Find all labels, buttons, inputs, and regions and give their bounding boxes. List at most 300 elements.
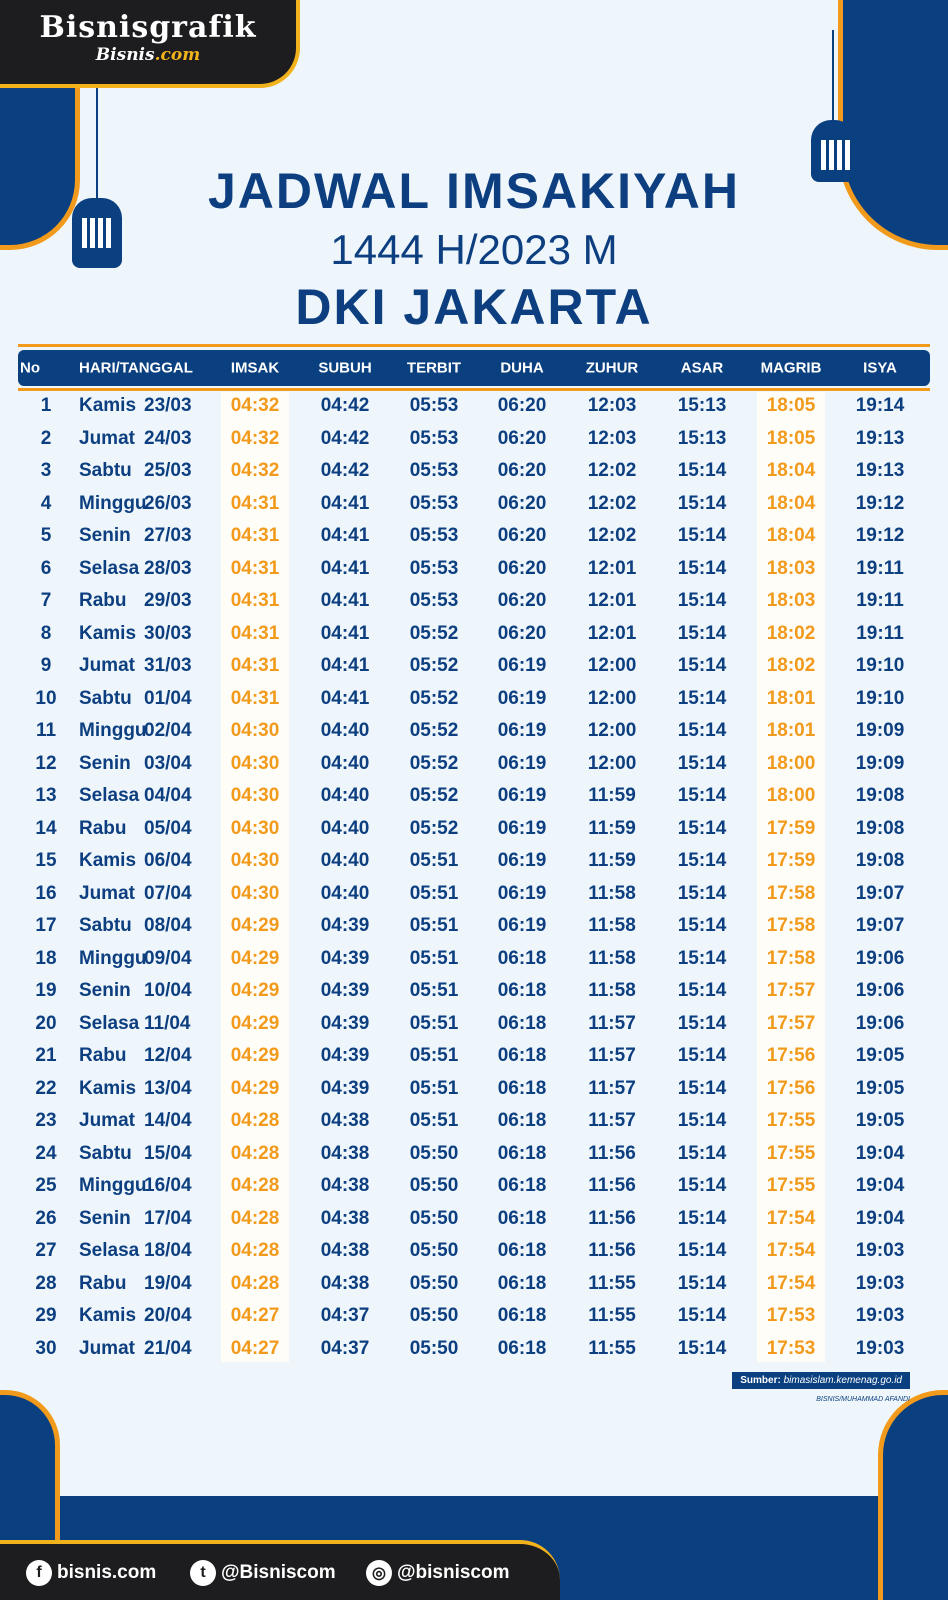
cell: 05:51	[409, 1012, 459, 1034]
cell: 04:31	[230, 655, 280, 677]
cell: Jumat	[79, 655, 135, 677]
cell: 10	[35, 687, 57, 709]
table-row	[0, 390, 948, 423]
cell: 19:05	[855, 1110, 905, 1132]
cell: 04:27	[230, 1305, 280, 1327]
table-row	[0, 715, 948, 748]
cell: 06:20	[497, 525, 547, 547]
cell: 04:41	[320, 655, 370, 677]
divider	[18, 344, 930, 347]
cell: 05:53	[409, 460, 459, 482]
cell: 28	[35, 1272, 57, 1294]
cell: 18:02	[766, 655, 816, 677]
cell: 30/03	[144, 622, 192, 644]
cell: 04:41	[320, 590, 370, 612]
cell: 05:50	[409, 1175, 459, 1197]
cell: 17:53	[766, 1337, 816, 1359]
cell: 15:14	[677, 1045, 727, 1067]
cell: 12:01	[587, 590, 637, 612]
cell: 04:30	[230, 720, 280, 742]
cell: Selasa	[79, 785, 140, 807]
cell: 17:57	[766, 980, 816, 1002]
cell: 06:20	[497, 427, 547, 449]
cell: 06:18	[497, 1207, 547, 1229]
cell: 19/04	[144, 1272, 192, 1294]
cell: 05:53	[409, 590, 459, 612]
cell: 05:50	[409, 1207, 459, 1229]
facebook-link[interactable]: f bisnis.com	[26, 1560, 156, 1586]
cell: 06:19	[497, 882, 547, 904]
cell: 15:14	[677, 492, 727, 514]
cell: 22	[35, 1077, 57, 1099]
cell: 03/04	[144, 752, 192, 774]
cell: Minggu	[79, 720, 147, 742]
cell: 19:10	[855, 655, 905, 677]
cell: 15:14	[677, 1142, 727, 1164]
cell: 06:18	[497, 1305, 547, 1327]
lantern-icon	[832, 30, 834, 120]
cell: 06:20	[497, 395, 547, 417]
cell: 19:05	[855, 1045, 905, 1067]
cell: 05:53	[409, 427, 459, 449]
page-title: JADWAL IMSAKIYAH	[207, 163, 741, 219]
cell: 15:14	[677, 947, 727, 969]
cell: 14	[35, 817, 57, 839]
cell: Selasa	[79, 1240, 140, 1262]
cell: 04:40	[320, 720, 370, 742]
cell: 11:56	[588, 1142, 636, 1164]
table-row	[0, 1333, 948, 1366]
cell: 11:55	[588, 1272, 636, 1294]
cell: 11:58	[588, 915, 636, 937]
cell: 05:50	[409, 1142, 459, 1164]
cell: 04:27	[230, 1337, 280, 1359]
cell: 13	[35, 785, 57, 807]
cell: 12:02	[587, 492, 637, 514]
cell: 15:14	[677, 1305, 727, 1327]
cell: 19:11	[856, 590, 904, 612]
cell: 25	[35, 1175, 57, 1197]
cell: 20/04	[144, 1305, 192, 1327]
cell: 05:53	[409, 492, 459, 514]
social-bar	[0, 1540, 560, 1600]
cell: 04:30	[230, 817, 280, 839]
cell: 29	[35, 1305, 57, 1327]
cell: 06:18	[497, 947, 547, 969]
cell: 11:56	[588, 1207, 636, 1229]
cell: 17:57	[766, 1012, 816, 1034]
cell: 18:05	[766, 427, 816, 449]
cell: 15:14	[677, 915, 727, 937]
cell: Kamis	[79, 850, 137, 872]
table-row	[0, 1235, 948, 1268]
cell: 04:32	[230, 460, 280, 482]
cell: 15:14	[677, 460, 727, 482]
cell: 04:30	[230, 752, 280, 774]
cell: 05/04	[144, 817, 192, 839]
column-header: ISYA	[863, 359, 897, 377]
cell: Senin	[79, 525, 131, 547]
cell: 06:18	[497, 1077, 547, 1099]
cell: Minggu	[79, 947, 147, 969]
cell: 04:31	[230, 525, 280, 547]
cell: 09/04	[144, 947, 192, 969]
cell: 17:59	[766, 817, 816, 839]
cell: 04:31	[230, 622, 280, 644]
cell: 04:28	[230, 1142, 280, 1164]
cell: 19:08	[855, 817, 905, 839]
cell: 04:37	[320, 1305, 370, 1327]
cell: 11:55	[588, 1337, 636, 1359]
cell: Senin	[79, 752, 131, 774]
table-row	[0, 455, 948, 488]
cell: 04:37	[320, 1337, 370, 1359]
cell: 04:32	[230, 395, 280, 417]
cell: 15:14	[677, 1272, 727, 1294]
cell: 18:04	[766, 492, 816, 514]
cell: 16/04	[144, 1175, 192, 1197]
cell: 06:18	[497, 1337, 547, 1359]
cell: 19:03	[855, 1305, 905, 1327]
cell: 05:50	[409, 1240, 459, 1262]
cell: 15	[35, 850, 57, 872]
cell: 7	[40, 590, 52, 612]
facebook-icon: f	[26, 1560, 52, 1586]
cell: 05:51	[409, 1045, 459, 1067]
instagram-link[interactable]: ◎ @bisniscom	[366, 1560, 510, 1586]
cell: 05:52	[409, 655, 459, 677]
twitter-link[interactable]: t @Bisniscom	[190, 1560, 336, 1586]
cell: 19	[35, 980, 57, 1002]
cell: 06:18	[497, 980, 547, 1002]
cell: 04:38	[320, 1175, 370, 1197]
cell: 27/03	[144, 525, 192, 547]
cell: 04:38	[320, 1240, 370, 1262]
cell: 18:04	[766, 525, 816, 547]
cell: 06:19	[497, 752, 547, 774]
cell: 15:14	[677, 655, 727, 677]
cell: 06:19	[497, 785, 547, 807]
cell: 17:54	[766, 1272, 816, 1294]
cell: 05:50	[409, 1305, 459, 1327]
cell: 15:14	[677, 785, 727, 807]
cell: 15:14	[677, 687, 727, 709]
cell: 04:40	[320, 850, 370, 872]
table-row	[0, 1268, 948, 1301]
cell: 04:30	[230, 850, 280, 872]
table-row	[0, 780, 948, 813]
cell: 18/04	[144, 1240, 192, 1262]
cell: 04:38	[320, 1110, 370, 1132]
cell: Kamis	[79, 395, 137, 417]
cell: 06:19	[497, 687, 547, 709]
cell: 18:00	[766, 785, 816, 807]
cell: 06:18	[497, 1110, 547, 1132]
cell: Jumat	[79, 1110, 135, 1132]
table-row	[0, 1040, 948, 1073]
cell: 12:01	[587, 557, 637, 579]
cell: 18:01	[766, 720, 816, 742]
table-row	[0, 1073, 948, 1106]
cell: 19:14	[855, 395, 905, 417]
cell: 11:57	[588, 1110, 636, 1132]
cell: 15:14	[677, 1077, 727, 1099]
cell: 19:03	[855, 1272, 905, 1294]
cell: 30	[35, 1337, 57, 1359]
cell: 15:14	[677, 752, 727, 774]
cell: 12:02	[587, 525, 637, 547]
cell: 06:20	[497, 460, 547, 482]
cell: 04:29	[230, 1012, 280, 1034]
cell: 19:11	[856, 622, 904, 644]
table-row	[0, 618, 948, 651]
cell: 20	[35, 1012, 57, 1034]
cell: 12/04	[144, 1045, 192, 1067]
table-row	[0, 1105, 948, 1138]
table-row	[0, 683, 948, 716]
cell: 04:40	[320, 785, 370, 807]
cell: 15:14	[677, 1240, 727, 1262]
cell: 11	[35, 720, 57, 742]
cell: 04:42	[320, 460, 370, 482]
cell: 8	[40, 622, 52, 644]
table-row	[0, 975, 948, 1008]
cell: Sabtu	[79, 1142, 132, 1164]
cell: 15:13	[677, 427, 727, 449]
cell: 15:14	[677, 882, 727, 904]
cell: Jumat	[79, 1337, 135, 1359]
cell: 13/04	[144, 1077, 192, 1099]
cell: 11/04	[144, 1012, 191, 1034]
cell: 05:50	[409, 1337, 459, 1359]
cell: 23	[35, 1110, 57, 1132]
cell: 04:39	[320, 1077, 370, 1099]
logo-sub: Bisnis.com	[95, 45, 201, 65]
cell: Rabu	[79, 590, 127, 612]
cell: 28/03	[144, 557, 192, 579]
cell: 05:52	[409, 817, 459, 839]
twitter-icon: t	[190, 1560, 216, 1586]
cell: 18:03	[766, 590, 816, 612]
cell: 05:51	[409, 1110, 459, 1132]
credit: BISNIS/MUHAMMAD AFANDI	[816, 1396, 910, 1403]
cell: 25/03	[144, 460, 192, 482]
cell: 15:14	[677, 1337, 727, 1359]
cell: 12:01	[587, 622, 637, 644]
cell: 11:56	[588, 1240, 636, 1262]
cell: 06:18	[497, 1142, 547, 1164]
cell: 06:20	[497, 557, 547, 579]
cell: 17/04	[144, 1207, 192, 1229]
cell: 12:00	[587, 687, 637, 709]
cell: 11:57	[588, 1045, 636, 1067]
cell: 04:41	[320, 525, 370, 547]
cell: 9	[40, 655, 52, 677]
cell: Kamis	[79, 622, 137, 644]
cell: 05:51	[409, 1077, 459, 1099]
cell: 06:18	[497, 1240, 547, 1262]
cell: 04:28	[230, 1240, 280, 1262]
cell: Sabtu	[79, 460, 132, 482]
cell: Senin	[79, 1207, 131, 1229]
cell: 15:14	[677, 850, 727, 872]
bisnisgrafik-logo	[0, 0, 300, 88]
cell: 04:41	[320, 622, 370, 644]
cell: 23/03	[144, 395, 192, 417]
cell: 12:00	[587, 655, 637, 677]
cell: 19:08	[855, 785, 905, 807]
cell: 11:55	[588, 1305, 636, 1327]
cell: 12	[35, 752, 57, 774]
table-row	[0, 813, 948, 846]
cell: 29/03	[144, 590, 192, 612]
cell: 04:31	[230, 557, 280, 579]
column-header: SUBUH	[318, 359, 372, 377]
cell: 19:13	[855, 460, 905, 482]
cell: 12:00	[587, 720, 637, 742]
table-row	[0, 1170, 948, 1203]
cell: Jumat	[79, 882, 135, 904]
cell: 18	[35, 947, 57, 969]
cell: 11:58	[588, 882, 636, 904]
cell: 19:07	[855, 882, 905, 904]
cell: 11:58	[588, 947, 636, 969]
cell: 17:56	[766, 1045, 816, 1067]
cell: 05:52	[409, 720, 459, 742]
cell: 11:57	[588, 1012, 636, 1034]
cell: 11:59	[588, 850, 636, 872]
cell: 17:55	[766, 1110, 816, 1132]
cell: 18:00	[766, 752, 816, 774]
cell: 17:59	[766, 850, 816, 872]
cell: Rabu	[79, 1045, 127, 1067]
cell: 05:51	[409, 850, 459, 872]
cell: 05:53	[409, 525, 459, 547]
cell: 06:18	[497, 1045, 547, 1067]
cell: 12:03	[587, 427, 637, 449]
cell: 21/04	[144, 1337, 192, 1359]
cell: 17:58	[766, 947, 816, 969]
cell: 18:02	[766, 622, 816, 644]
table-row	[0, 1138, 948, 1171]
cell: 26	[35, 1207, 57, 1229]
table-header	[18, 350, 930, 386]
cell: 11:56	[588, 1175, 636, 1197]
cell: 15:14	[677, 1012, 727, 1034]
cell: 04:39	[320, 1012, 370, 1034]
cell: 15:14	[677, 1175, 727, 1197]
cell: 19:04	[855, 1207, 905, 1229]
cell: 27	[35, 1240, 57, 1262]
cell: 15:14	[677, 525, 727, 547]
cell: 04:39	[320, 980, 370, 1002]
cell: 17:53	[766, 1305, 816, 1327]
cell: 16	[35, 882, 57, 904]
cell: Sabtu	[79, 687, 132, 709]
table-row	[0, 878, 948, 911]
cell: 04:28	[230, 1110, 280, 1132]
column-header: DUHA	[500, 359, 544, 377]
year-subtitle: 1444 H/2023 M	[330, 226, 618, 273]
cell: 17:56	[766, 1077, 816, 1099]
cell: 04:41	[320, 492, 370, 514]
cell: 10/04	[144, 980, 192, 1002]
column-header: No	[20, 359, 40, 377]
cell: 15/04	[144, 1142, 192, 1164]
cell: 4	[40, 492, 52, 514]
cell: 15:14	[677, 557, 727, 579]
cell: 06:20	[497, 622, 547, 644]
cell: 19:06	[855, 980, 905, 1002]
cell: 17:55	[766, 1142, 816, 1164]
cell: 06:19	[497, 817, 547, 839]
cell: 19:04	[855, 1142, 905, 1164]
cell: 04:39	[320, 915, 370, 937]
cell: Jumat	[79, 427, 135, 449]
cell: 04:38	[320, 1142, 370, 1164]
cell: 19:05	[855, 1077, 905, 1099]
column-header: TERBIT	[406, 359, 462, 377]
cell: Senin	[79, 980, 131, 1002]
cell: 19:11	[856, 557, 904, 579]
cell: 19:08	[855, 850, 905, 872]
cell: 06:19	[497, 915, 547, 937]
cell: Sabtu	[79, 915, 132, 937]
cell: 06:18	[497, 1012, 547, 1034]
table-row	[0, 553, 948, 586]
cell: 19:06	[855, 947, 905, 969]
cell: 04:29	[230, 980, 280, 1002]
cell: 17	[35, 915, 57, 937]
cell: 07/04	[144, 882, 192, 904]
cell: Rabu	[79, 1272, 127, 1294]
cell: 05:52	[409, 622, 459, 644]
cell: 04:41	[320, 557, 370, 579]
cell: 05:51	[409, 947, 459, 969]
cell: 24	[35, 1142, 57, 1164]
cell: 05:51	[409, 915, 459, 937]
cell: Selasa	[79, 557, 140, 579]
cell: Minggu	[79, 492, 147, 514]
cell: 06:20	[497, 590, 547, 612]
cell: 18:04	[766, 460, 816, 482]
cell: 04:31	[230, 687, 280, 709]
column-header: IMSAK	[230, 359, 280, 377]
cell: 12:03	[587, 395, 637, 417]
table-row	[0, 650, 948, 683]
cell: 19:09	[855, 720, 905, 742]
cell: 05:53	[409, 395, 459, 417]
instagram-icon: ◎	[366, 1560, 392, 1586]
cell: Minggu	[79, 1175, 147, 1197]
cell: 3	[40, 460, 52, 482]
cell: 06:20	[497, 492, 547, 514]
cell: 19:13	[855, 427, 905, 449]
cell: 04:29	[230, 1045, 280, 1067]
cell: 06:18	[497, 1272, 547, 1294]
table-row	[0, 845, 948, 878]
cell: 19:06	[855, 1012, 905, 1034]
cell: Rabu	[79, 817, 127, 839]
cell: 19:10	[855, 687, 905, 709]
cell: 05:53	[409, 557, 459, 579]
cell: 17:55	[766, 1175, 816, 1197]
cell: 19:03	[855, 1240, 905, 1262]
cell: 21	[35, 1045, 57, 1067]
cell: 18:01	[766, 687, 816, 709]
cell: 11:59	[588, 785, 636, 807]
cell: 04:42	[320, 395, 370, 417]
